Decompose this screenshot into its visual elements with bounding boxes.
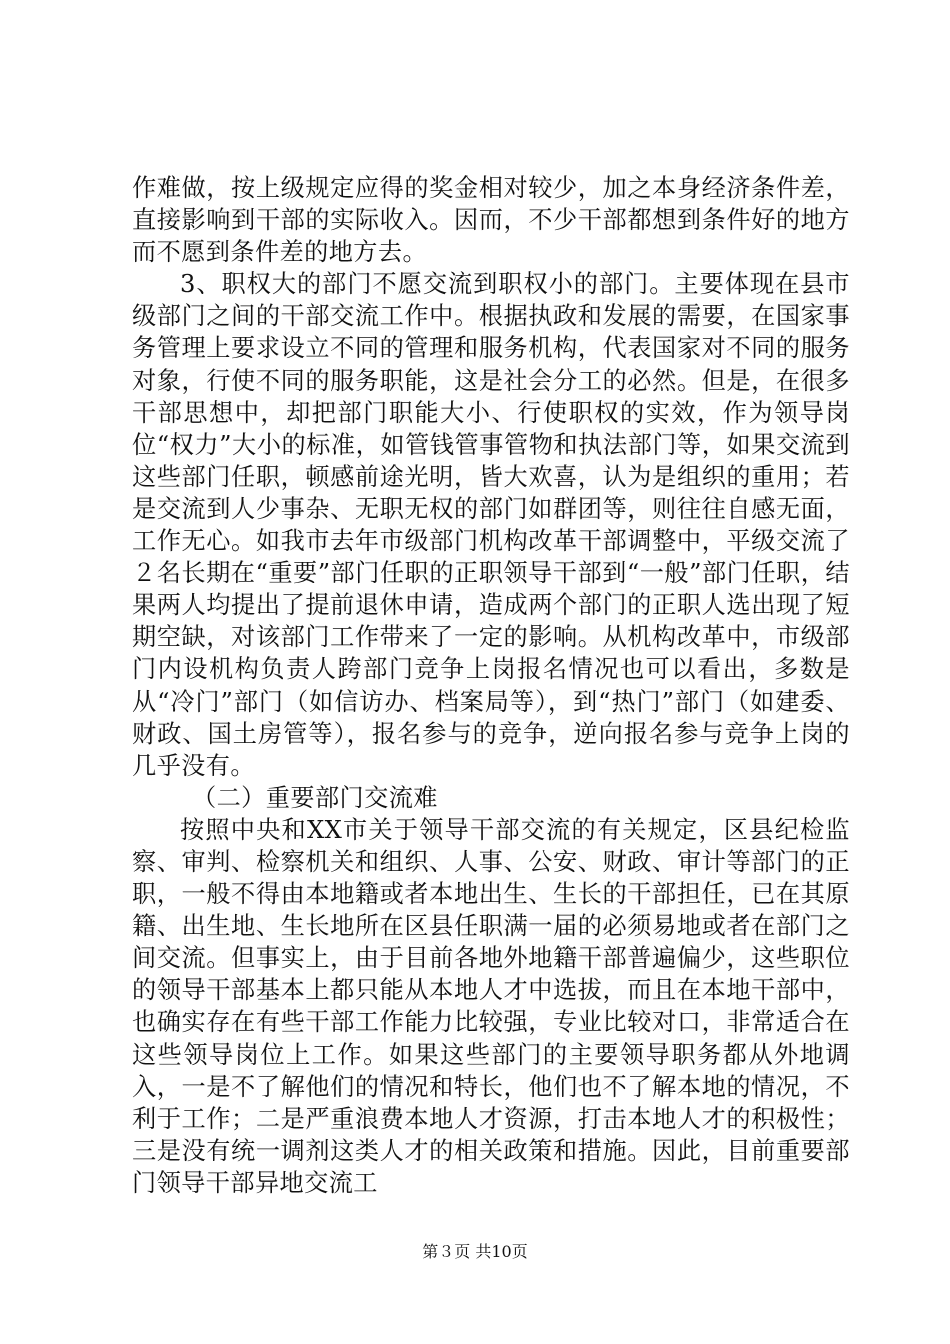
document-body	[132, 172, 850, 1199]
paragraph-key-departments: 按照中央和XX市关于领导干部交流的有关规定，区县纪检监察、审判、检察机关和组织、人事、公安、财政、审计等部门的正职，一般不得由本地籍或者本地出生、生长的干部担任，已在其原籍、出生地、生长地所在区县任职满一届的必须易地或者在部门之间交流。但事实上，由于目前各地外地籍干部普遍偏少，这些职位的领导干部基本上都只能从本地人才中选拔，而且在本地干部中，也确实存在有些干部工作能力比较强，专业比较对口，非常适合在这些领导岗位上工作。如果这些部门的主要领导职务都从外地调入，一是不了解他们的情况和特长，他们也不了解本地的情况，不利于工作；二是严重浪费本地人才资源，打击本地人才的积极性；三是没有统一调剂这类人才的相关政策和措施。因此，目前重要部门领导干部异地交流工	[132, 815, 850, 1197]
paragraph-continuation: 作难做，按上级规定应得的奖金相对较少，加之本身经济条件差，直接影响到干部的实际收入。因而，不少干部都想到条件好的地方而不愿到条件差的地方去。	[132, 174, 850, 267]
section-heading: （二）重要部门交流难	[192, 783, 438, 812]
page-number-footer: 第３页 共10页	[422, 1242, 528, 1261]
paragraph-department-authority: 3、职权大的部门不愿交流到职权小的部门。主要体现在县市级部门之间的干部交流工作中。根据执政和发展的需要，在国家事务管理上要求设立不同的管理和服务机构，代表国家对不同的服务对象，行使不同的服务职能，这是社会分工的必然。但是，在很多干部思想中，却把部门职能大小、行使职权的实效，作为领导岗位“权力”大小的标准，如管钱管事管物和执法部门等，如果交流到这些部门任职，顿感前途光明，皆大欢喜，认为是组织的重用；若是交流到人少事杂、无职无权的部门如群团等，则往往自感无面，工作无心。如我市去年市级部门机构改革干部调整中，平级交流了２名长期在“重要”部门任职的正职领导干部到“一般”部门任职，结果两人均提出了提前退休申请，造成两个部门的正职人选出现了短期空缺，对该部门工作带来了一定的影响。从机构改革中，市级部门内设机构负责人跨部门竞争上岗报名情况也可以看出，多数是从“冷门”部门（如信访办、档案局等），到“热门”部门（如建委、财政、国土房管等），报名参与的竞争，逆向报名参与竞争上岗的几乎没有。	[132, 270, 850, 780]
